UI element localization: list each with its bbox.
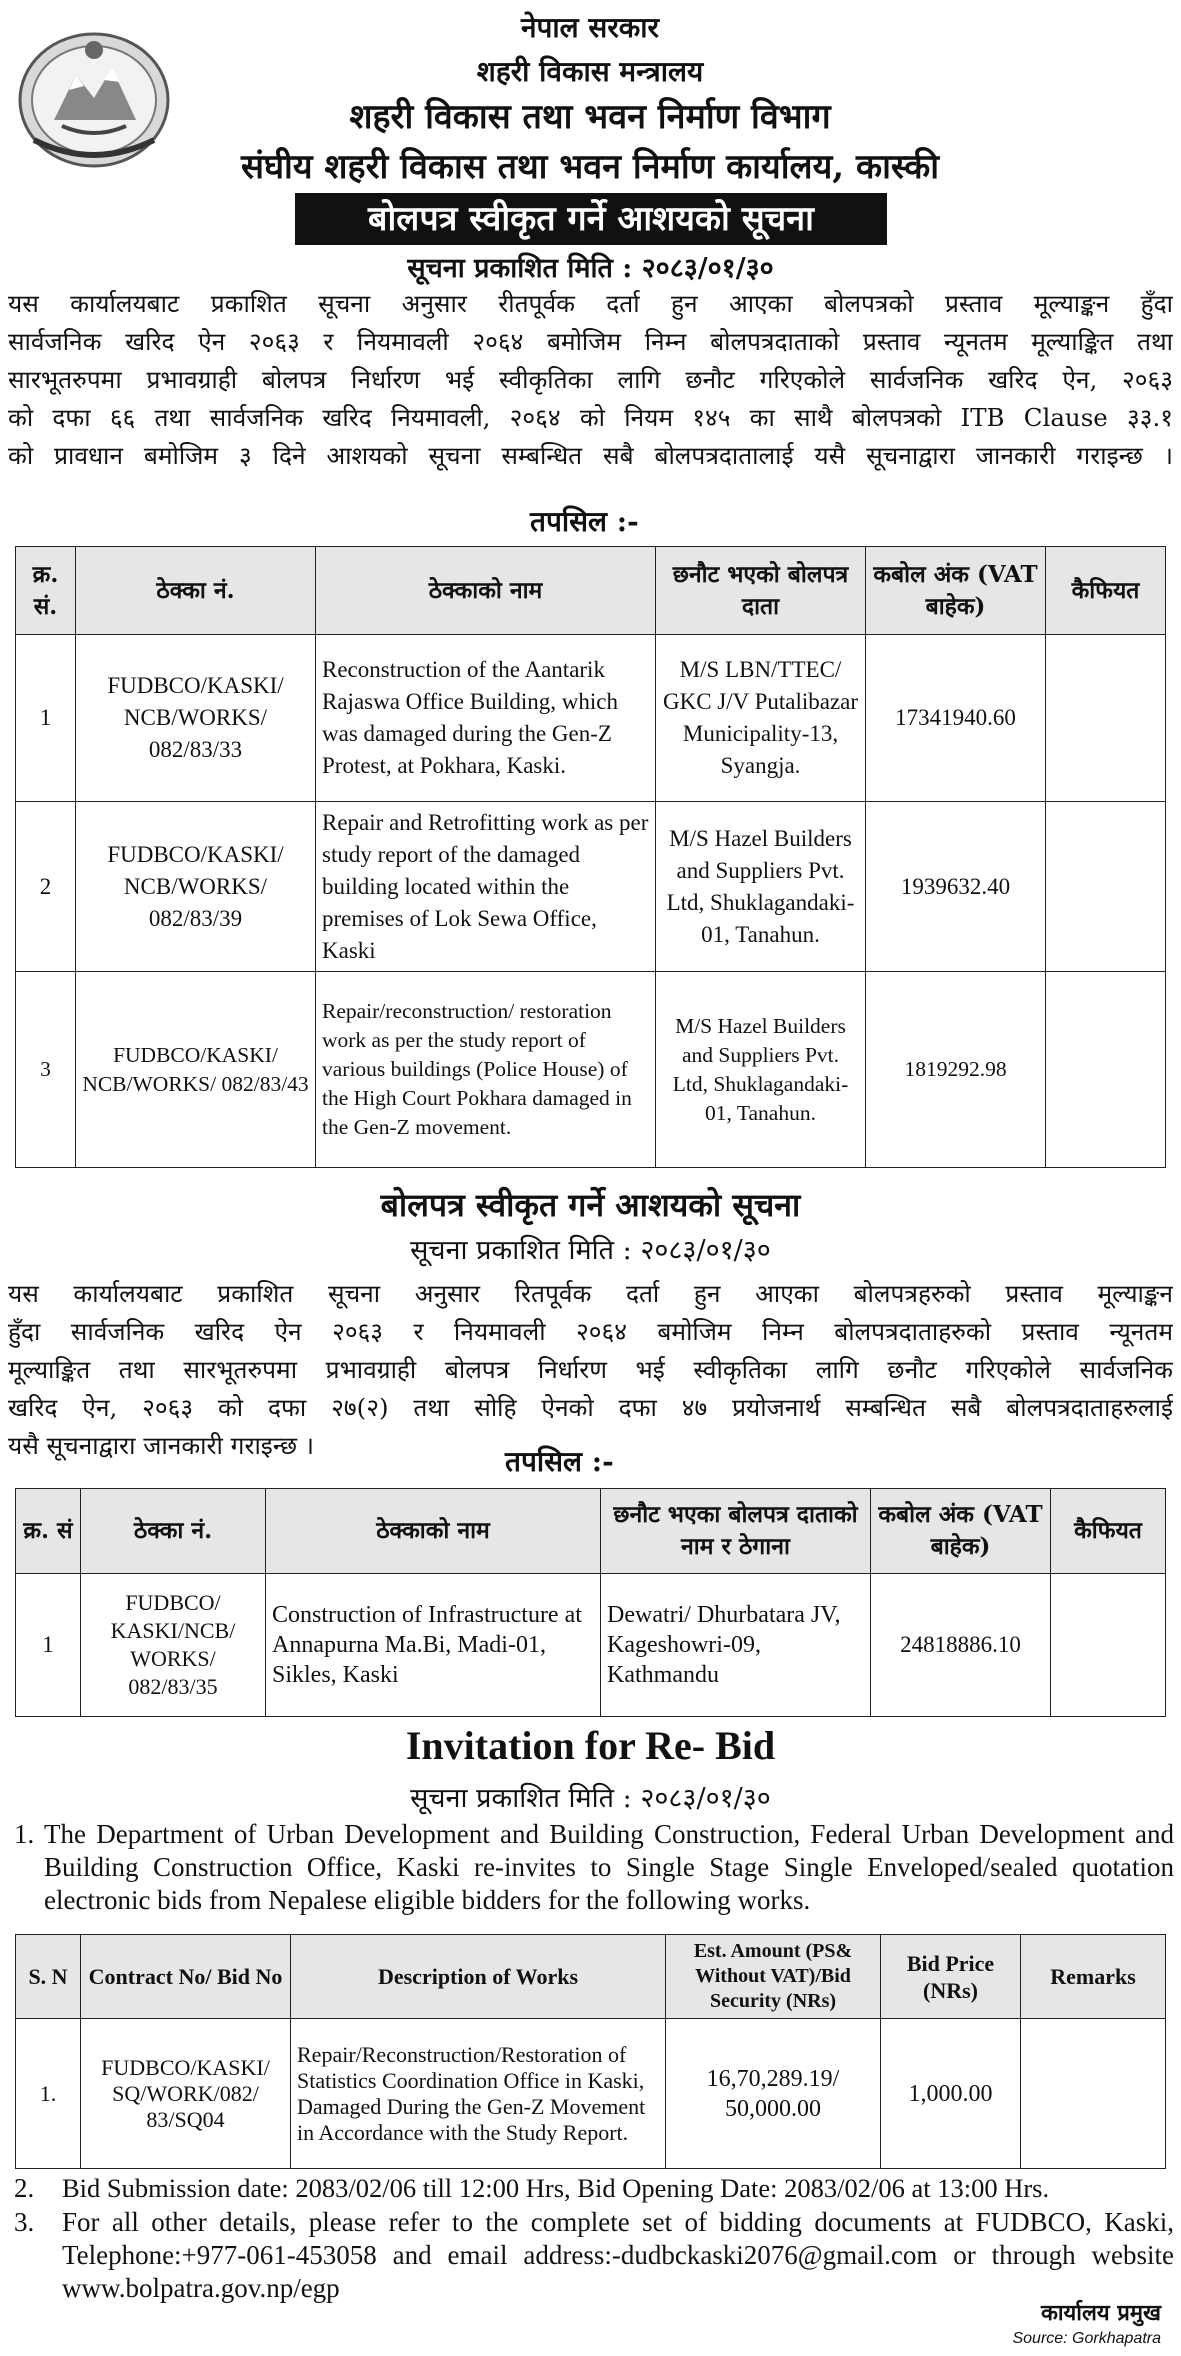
item-text: The Department of Urban Development and Building Construction, Federal Urban Development and Building Construction Office, Kaski re-invites to Single Stage Single Enveloped/sealed quotation electronic bids from Nepalese eligible bidders for the following works. (44, 1819, 1174, 1915)
item-text: Bid Submission date: 2083/02/06 till 12:00 Hrs, Bid Opening Date: 2083/02/06 at 13:00 Hrs. (62, 2173, 1050, 2203)
table-header: ठेक्का नं. (76, 547, 316, 635)
cell-contract-no: FUDBCO/KASKI/ NCB/WORKS/ 082/83/33 (76, 635, 316, 802)
table-row (16, 2019, 1166, 2169)
table-header: Description of Works (291, 1935, 666, 2019)
notice2-line: मूल्याङ्कित तथा सारभूतरुपमा प्रभावग्राही बोलपत्र निर्धारण भई स्वीकृतिका लागि छनौट गरिएकोले सार्वजनिक (8, 1355, 1173, 1384)
table-header: Remarks (1021, 1935, 1166, 2019)
notice1-pub-date: सूचना प्रकाशित मिति : २०८३/०१/३० (407, 253, 774, 284)
notice2-line: खरिद ऐन, २०६३ को दफा २७(२) तथा सोहि ऐनको दफा ४७ प्रयोजनार्थ सम्बन्धित सबै बोलपत्रदाताहरुलाई (8, 1393, 1173, 1422)
rebid-item-3 (14, 2206, 1174, 2305)
table-row (16, 1574, 1166, 1717)
cell-remarks (1046, 802, 1166, 972)
table-header: छनौट भएको बोलपत्र दाता (656, 547, 866, 635)
header-department: शहरी विकास तथा भवन निर्माण विभाग (349, 97, 831, 137)
notice2-title: बोलपत्र स्वीकृत गर्ने आशयको सूचना (380, 1186, 801, 1224)
notice1-title: बोलपत्र स्वीकृत गर्ने आशयको सूचना (295, 193, 887, 245)
cell-contract-no: FUDBCO/KASKI/ NCB/WORKS/ 082/83/39 (76, 802, 316, 972)
cell-description: Repair/Reconstruction/Restoration of Statistics Coordination Office in Kaski, Damaged During the Gen-Z Movement in Accordance with the Study Report. (291, 2019, 666, 2169)
cell-amount: 1819292.98 (866, 972, 1046, 1168)
item-number: 3. (14, 2207, 35, 2237)
cell-bid-price: 1,000.00 (881, 2019, 1021, 2169)
notice1-table (15, 546, 1166, 1168)
table-row (16, 972, 1166, 1168)
cell-name: Repair and Retrofitting work as per study report of the damaged building located within the premises of Lok Sewa Office, Kaski (316, 802, 656, 972)
source-credit: Source: Gorkhapatra (1012, 2330, 1161, 2347)
table-header: कबोल अंक (VAT बाहेक) (871, 1489, 1051, 1574)
cell-est-amount: 16,70,289.19/ 50,000.00 (666, 2019, 881, 2169)
cell-amount: 1939632.40 (866, 802, 1046, 972)
cell-remarks (1046, 972, 1166, 1168)
table-header: ठेक्का नं. (81, 1489, 266, 1574)
notice2-tapsil: तपसिल :- (505, 1445, 614, 1478)
notice1-line: सारभूतरुपमा प्रभावग्राही बोलपत्र निर्धारण भई स्वीकृतिका लागि छनौट गरिएकोले सार्वजनिक खरिद ऐन, २०६३ (8, 365, 1173, 394)
notice1-line: यस कार्यालयबाट प्रकाशित सूचना अनुसार रीतपूर्वक दर्ता हुन आएका बोलपत्रको प्रस्ताव मूल्याङ्कन हुँदा (8, 289, 1173, 318)
header-govt: नेपाल सरकार (520, 11, 660, 44)
table-header: क्र. सं. (16, 547, 76, 635)
notice1-tapsil: तपसिल :- (530, 505, 639, 538)
signatory: कार्यालय प्रमुख (1040, 2300, 1161, 2326)
item-number: 1. (14, 1819, 35, 1849)
cell-amount: 17341940.60 (866, 635, 1046, 802)
notice2-line: यसै सूचनाद्वारा जानकारी गराइन्छ । (8, 1431, 315, 1460)
cell-sn: 1. (16, 2019, 81, 2169)
notice2-body (8, 1275, 1173, 1465)
cell-contract-no: FUDBCO/KASKI/ NCB/WORKS/ 082/83/43 (76, 972, 316, 1168)
cell-remarks (1046, 635, 1166, 802)
notice1-line: को प्रावधान बमोजिम ३ दिने आशयको सूचना सम्बन्धित सबै बोलपत्रदातालाई यसै सूचनाद्वारा जानकारी गराइन्छ । (8, 441, 1173, 470)
rebid-pub-date: सूचना प्रकाशित मिति : २०८३/०१/३० (410, 1783, 771, 1814)
cell-sn: 1 (16, 635, 76, 802)
rebid-item-2 (14, 2172, 1174, 2205)
notice2-pub-date: सूचना प्रकाशित मिति : २०८३/०१/३० (410, 1235, 771, 1266)
table-header: S. N (16, 1935, 81, 2019)
cell-bidder: Dewatri/ Dhurbatara JV, Kageshowri-09, Kathmandu (601, 1574, 871, 1717)
table-header: ठेक्काको नाम (266, 1489, 601, 1574)
table-header: कैफियत (1051, 1489, 1166, 1574)
item-text: For all other details, please refer to the complete set of bidding documents at FUDBCO, Kaski, Telephone:+977-061-453058 and email address:-dudbckaski2076@gmail.com or through website www.bolpatra.gov.np/egp (62, 2207, 1174, 2303)
cell-sn: 3 (16, 972, 76, 1168)
table-header: कबोल अंक (VAT बाहेक) (866, 547, 1046, 635)
cell-bidder: M/S Hazel Builders and Suppliers Pvt. Ltd, Shuklagandaki-01, Tanahun. (656, 802, 866, 972)
table-header: Bid Price (NRs) (881, 1935, 1021, 2019)
table-header: ठेक्काको नाम (316, 547, 656, 635)
notice1-body (8, 285, 1173, 475)
header-ministry: शहरी विकास मन्त्रालय (476, 55, 704, 88)
cell-name: Construction of Infrastructure at Annapurna Ma.Bi, Madi-01, Sikles, Kaski (266, 1574, 601, 1717)
cell-remarks (1021, 2019, 1166, 2169)
table-header: Est. Amount (PS& Without VAT)/Bid Security (NRs) (666, 1935, 881, 2019)
cell-bidder: M/S LBN/TTEC/ GKC J/V Putalibazar Municipality-13, Syangja. (656, 635, 866, 802)
cell-contract-no: FUDBCO/ KASKI/NCB/ WORKS/ 082/83/35 (81, 1574, 266, 1717)
notice1-line: को दफा ६६ तथा सार्वजनिक खरिद नियमावली, २०६४ को नियम १४५ का साथै बोलपत्रको ITB Clause ३३.१ (8, 403, 1173, 432)
cell-contract-no: FUDBCO/KASKI/ SQ/WORK/082/ 83/SQ04 (81, 2019, 291, 2169)
header-office: संघीय शहरी विकास तथा भवन निर्माण कार्यालय, कास्की (240, 147, 940, 187)
cell-sn: 2 (16, 802, 76, 972)
rebid-item-1 (14, 1818, 1174, 1917)
cell-name: Repair/reconstruction/ restoration work as per the study report of various buildings (Police House) of the High Court Pokhara damaged in the Gen-Z movement. (316, 972, 656, 1168)
cell-remarks (1051, 1574, 1166, 1717)
cell-name: Reconstruction of the Aantarik Rajaswa Office Building, which was damaged during the Gen-Z Protest, at Pokhara, Kaski. (316, 635, 656, 802)
table-header: कैफियत (1046, 547, 1166, 635)
table-row (16, 635, 1166, 802)
notice2-line: यस कार्यालयबाट प्रकाशित सूचना अनुसार रितपूर्वक दर्ता हुन आएका बोलपत्रहरुको प्रस्ताव मूल्याङ्कन (8, 1279, 1173, 1308)
notice1-line: सार्वजनिक खरिद ऐन २०६३ र नियमावली २०६४ बमोजिम निम्न बोलपत्रदाताको प्रस्ताव न्यूनतम मूल्याङ्कित तथा (8, 327, 1173, 356)
notice2-line: हुँदा सार्वजनिक खरिद ऐन २०६३ र नियमावली २०६४ बमोजिम निम्न बोलपत्रदाताहरुको प्रस्ताव न्यूनतम (8, 1317, 1173, 1346)
table-header: छनौट भएका बोलपत्र दाताको नाम र ठेगाना (601, 1489, 871, 1574)
table-row (16, 802, 1166, 972)
item-number: 2. (14, 2173, 35, 2203)
rebid-table (15, 1934, 1166, 2169)
rebid-title: Invitation for Re- Bid (405, 1723, 776, 1768)
notice2-table (15, 1488, 1166, 1717)
nepal-government-emblem-icon (14, 20, 174, 170)
table-header: Contract No/ Bid No (81, 1935, 291, 2019)
table-header: क्र. सं (16, 1489, 81, 1574)
cell-amount: 24818886.10 (871, 1574, 1051, 1717)
cell-bidder: M/S Hazel Builders and Suppliers Pvt. Ltd, Shuklagandaki-01, Tanahun. (656, 972, 866, 1168)
cell-sn: 1 (16, 1574, 81, 1717)
